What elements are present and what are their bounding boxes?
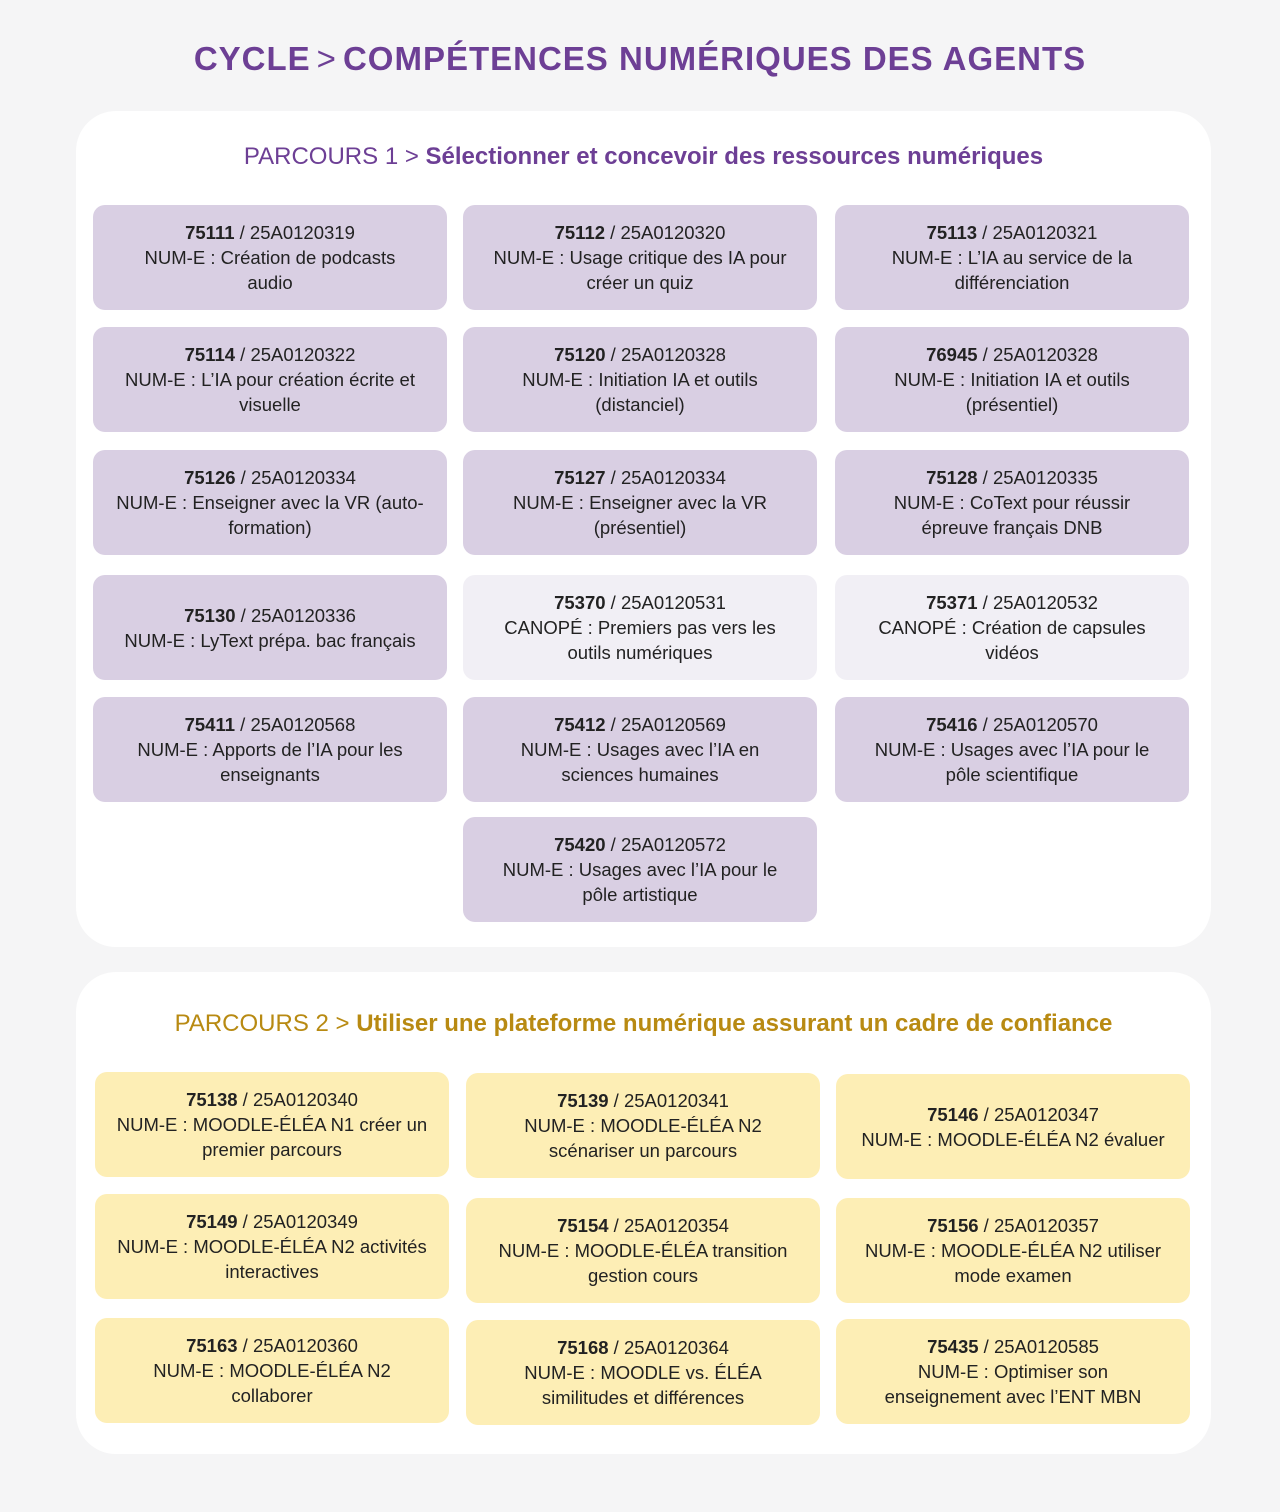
card-code-line [554,465,726,490]
course-ref: / 25A0120364 [608,1337,729,1358]
course-ref: / 25A0120354 [608,1215,729,1236]
card-code-line [185,220,355,245]
course-card-75420[interactable] [463,817,817,922]
course-title-line-2: scénariser un parcours [548,1140,738,1161]
card-code-line [927,1102,1099,1127]
course-title-line-1: CANOPÉ : Premiers pas vers les [504,617,776,638]
course-title-line-2: mode examen [954,1265,1072,1286]
card-code-line [554,342,726,367]
course-code: 75126 [184,467,236,488]
course-ref: / 25A0120328 [977,344,1098,365]
course-ref: / 25A0120336 [235,604,356,626]
course-title-line-1: CANOPÉ : Création de capsules [878,617,1146,638]
course-code: 75114 [184,344,236,365]
course-title-line-2: (présentiel) [965,394,1059,415]
course-title-line-1: NUM-E : LyText prépa. bac français [124,629,416,651]
course-code: 75168 [557,1337,609,1358]
course-title-line-1: NUM-E : MOODLE vs. ÉLÉA [524,1362,762,1383]
course-title-line-1: NUM-E : MOODLE-ÉLÉA N2 [524,1115,762,1136]
course-ref: / 25A0120570 [977,714,1098,735]
parcours-1-title-lead: PARCOURS 1 > [243,143,419,170]
course-ref: / 25A0120585 [978,1336,1099,1357]
card-code-line [926,342,1098,367]
title-competences: COMPÉTENCES NUMÉRIQUES DES AGENTS [342,40,1087,77]
course-ref: / 25A0120347 [978,1103,1099,1125]
card-code-line [555,220,726,245]
card-code-line [926,465,1098,490]
course-ref: / 25A0120360 [237,1335,358,1356]
course-card-75112[interactable] [463,205,817,310]
course-title-line-2: audio [247,272,293,293]
course-card-75146[interactable] [836,1074,1190,1179]
course-ref: / 25A0120340 [237,1089,358,1110]
course-title-line-1: NUM-E : Enseigner avec la VR [513,492,767,513]
course-ref: / 25A0120328 [605,344,726,365]
course-card-76945[interactable] [835,327,1189,432]
course-title-line-1: NUM-E : Usages avec l’IA pour le [502,859,778,880]
course-title-line-1: NUM-E : Apports de l’IA pour les [137,739,403,760]
title-separator: > [316,40,337,77]
course-code: 75154 [557,1215,609,1236]
course-title-line-1: NUM-E : Création de podcasts [144,247,396,268]
parcours-1-panel [76,111,1211,947]
course-title-line-1: NUM-E : MOODLE-ÉLÉA N2 évaluer [861,1128,1165,1150]
course-ref: / 25A0120531 [605,592,726,613]
page-title [0,40,1280,78]
course-title-line-2: pôle artistique [582,884,698,905]
course-ref: / 25A0120321 [977,222,1098,243]
course-title-line-1: NUM-E : Usages avec l’IA pour le [874,739,1150,760]
course-ref: / 25A0120335 [977,467,1098,488]
course-card-75416[interactable] [835,697,1189,802]
card-code-line [557,1335,729,1360]
parcours-1-title-rest: Sélectionner et concevoir des ressources numériques [425,143,1044,170]
course-title-line-1: NUM-E : L’IA au service de la [891,247,1133,268]
card-code-line [184,603,356,628]
course-card-75156[interactable] [836,1198,1190,1303]
course-code: 75163 [186,1335,238,1356]
course-card-75149[interactable] [95,1194,449,1299]
course-title-line-2: (présentiel) [593,517,687,538]
course-card-75412[interactable] [463,697,817,802]
course-card-75370[interactable] [463,575,817,680]
course-title-line-2: similitudes et différences [541,1387,745,1408]
course-title-line-2: outils numériques [567,642,713,663]
course-card-75411[interactable] [93,697,447,802]
course-card-75128[interactable] [835,450,1189,555]
card-code-line [186,1087,358,1112]
course-code: 75371 [926,592,978,613]
parcours-2-title [76,1010,1211,1038]
course-code: 75411 [184,714,236,735]
course-card-75163[interactable] [95,1318,449,1423]
card-code-line [557,1213,729,1238]
course-title-line-1: NUM-E : MOODLE-ÉLÉA N2 [153,1360,391,1381]
course-code: 75112 [554,222,606,243]
course-code: 75370 [554,592,606,613]
course-title-line-2: visuelle [239,394,301,415]
title-cycle: CYCLE [193,40,311,77]
course-title-line-2: créer un quiz [586,272,694,293]
course-code: 75138 [186,1089,238,1110]
course-title-line-2: enseignants [220,764,320,785]
course-card-75111[interactable] [93,205,447,310]
card-code-line [554,832,726,857]
course-title-line-1: NUM-E : MOODLE-ÉLÉA transition [498,1240,788,1261]
course-title-line-2: épreuve français DNB [921,517,1103,538]
card-code-line [554,712,726,737]
course-title-line-2: gestion cours [587,1265,699,1286]
course-card-75113[interactable] [835,205,1189,310]
course-ref: / 25A0120569 [605,714,726,735]
course-code: 75149 [186,1211,238,1232]
course-title-line-2: formation) [228,517,312,538]
course-ref: / 25A0120341 [608,1090,729,1111]
card-code-line [186,1333,358,1358]
card-code-line [554,590,726,615]
course-card-75126[interactable] [93,450,447,555]
course-card-75139[interactable] [466,1073,820,1178]
course-code: 75111 [185,222,235,243]
course-code: 75139 [557,1090,609,1111]
course-code: 75156 [927,1215,979,1236]
card-code-line [927,1213,1099,1238]
course-ref: / 25A0120320 [605,222,726,243]
card-code-line [926,590,1098,615]
parcours-2-panel [76,972,1211,1454]
course-title-line-2: enseignement avec l’ENT MBN [884,1386,1142,1407]
course-code: 75128 [926,467,978,488]
card-code-line [185,712,356,737]
course-code: 76945 [926,344,978,365]
card-code-line [926,712,1098,737]
course-card-75130[interactable] [93,575,447,680]
course-card-75120[interactable] [463,327,817,432]
card-code-line [927,1334,1099,1359]
course-title-line-2: collaborer [231,1385,313,1406]
course-title-line-1: NUM-E : Usage critique des IA pour [493,247,787,268]
course-title-line-1: NUM-E : Usages avec l’IA en [520,739,760,760]
course-title-line-1: NUM-E : MOODLE-ÉLÉA N1 créer un [116,1114,428,1135]
course-ref: / 25A0120572 [605,834,726,855]
course-code: 75146 [927,1103,979,1125]
course-card-75371[interactable] [835,575,1189,680]
course-title-line-2: premier parcours [202,1139,342,1160]
course-title-line-1: NUM-E : Initiation IA et outils [894,369,1130,390]
course-title-line-2: interactives [225,1261,319,1282]
course-ref: / 25A0120532 [977,592,1098,613]
course-title-line-2: (distanciel) [595,394,685,415]
course-code: 75412 [554,714,606,735]
parcours-1-title [76,143,1211,171]
course-code: 75435 [927,1336,979,1357]
course-card-75154[interactable] [466,1198,820,1303]
card-code-line [927,220,1098,245]
course-code: 75113 [926,222,978,243]
course-ref: / 25A0120349 [237,1211,358,1232]
course-code: 75416 [926,714,978,735]
course-card-75138[interactable] [95,1072,449,1177]
parcours-2-title-rest: Utiliser une plateforme numérique assurant un cadre de confiance [356,1010,1113,1037]
course-title-line-1: NUM-E : MOODLE-ÉLÉA N2 utiliser [864,1240,1162,1261]
course-code: 75127 [554,467,606,488]
course-title-line-1: NUM-E : Enseigner avec la VR (auto- [116,492,424,513]
course-title-line-1: NUM-E : CoText pour réussir [893,492,1131,513]
course-ref: / 25A0120319 [234,222,355,243]
course-code: 75420 [554,834,606,855]
course-title-line-2: pôle scientifique [945,764,1079,785]
course-title-line-2: différenciation [954,272,1070,293]
card-code-line [186,1209,358,1234]
card-code-line [557,1088,729,1113]
course-card-75127[interactable] [463,450,817,555]
course-code: 75130 [184,604,236,626]
course-ref: / 25A0120334 [235,467,356,488]
course-ref: / 25A0120322 [235,344,356,365]
parcours-2-title-lead: PARCOURS 2 > [174,1010,350,1037]
course-title-line-1: NUM-E : Optimiser son [917,1361,1109,1382]
course-card-75435[interactable] [836,1319,1190,1424]
course-title-line-2: vidéos [985,642,1039,663]
course-card-75114[interactable] [93,327,447,432]
course-title-line-1: NUM-E : L’IA pour création écrite et [125,369,415,390]
course-title-line-1: NUM-E : Initiation IA et outils [522,369,758,390]
course-ref: / 25A0120568 [235,714,356,735]
course-code: 75120 [554,344,606,365]
course-ref: / 25A0120357 [978,1215,1099,1236]
card-code-line [185,342,356,367]
course-title-line-2: sciences humaines [561,764,719,785]
course-title-line-1: NUM-E : MOODLE-ÉLÉA N2 activités [117,1236,427,1257]
course-ref: / 25A0120334 [605,467,726,488]
card-code-line [184,465,356,490]
course-card-75168[interactable] [466,1320,820,1425]
